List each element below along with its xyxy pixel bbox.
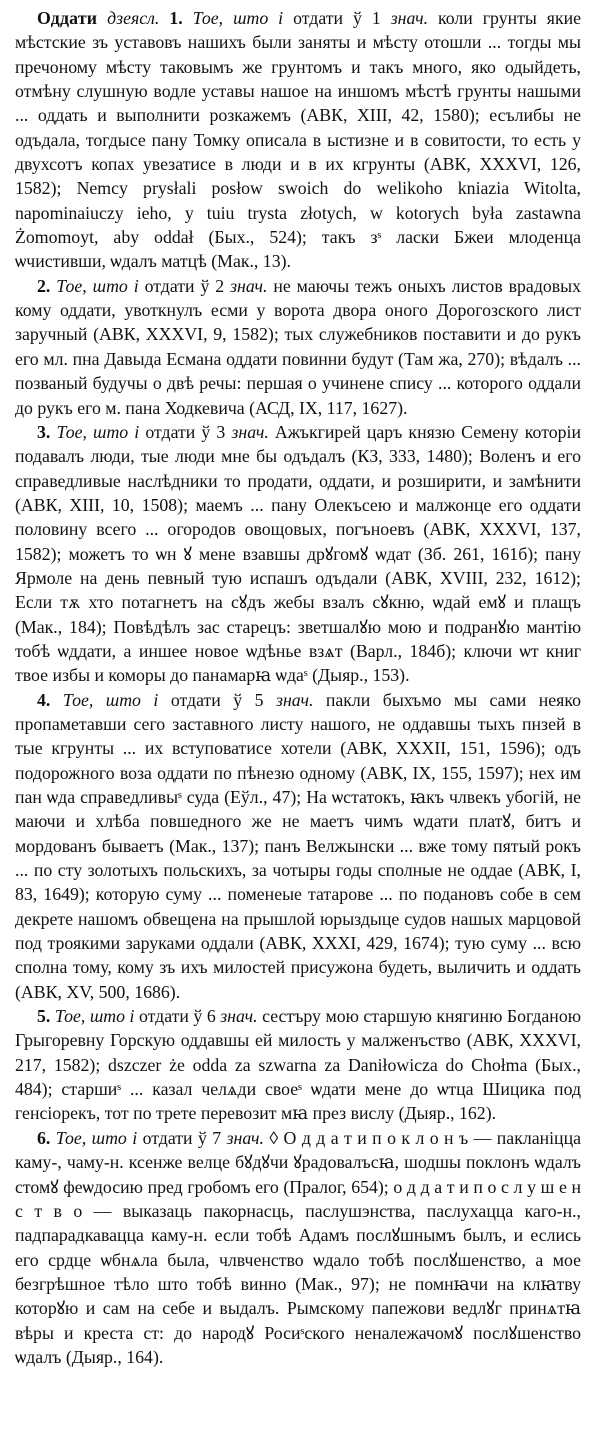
sense-6 bbox=[15, 1126, 581, 1369]
sense-text: Ажъкгирей царъ князю Семену которiи подавалъ люди, тые люди мне бы одъдалъ (КЗ, 333, 1480); Воленъ и его справедливые наслѣдники то продати, оддати, и розширити, и замѣнити (АВК, XIII, 10, 1508); маемъ ... пану Олекъсею и малжонце его оддати половину всего ... огородов овощовых, погъноевъ (АВК, XXXVI, 137, 1582); можетъ то ѡн ꙋ мене взавшы дрꙋгомꙋ ѡдат (Зб. 261, 161б); пану Ярмоле на день певный тую испашъ одъдали (АВК, XVIII, 232, 1612); Если тѫ хто потагнетъ на сꙋдъ жебы взалъ сꙋкню, ѡдай емꙋ и плащъ (Мак., 184); Повѣдѣлъ зас старецъ: зветшалꙋю мою и подранꙋю мантiю тобѣ ѡддати, а иншее новое ѡдѣнье взѧт (Варл., 184б); ключи ѡт книг твое избы и коморы до панамарꙗ ѡдаˢ (Дыяр., 153). bbox=[15, 421, 581, 686]
sense-3 bbox=[15, 420, 581, 688]
sense-5 bbox=[15, 1004, 581, 1126]
sense-4 bbox=[15, 688, 581, 1004]
sense-gloss-ref: отдати ў 3 bbox=[145, 421, 226, 442]
sense-1 bbox=[15, 6, 581, 274]
sense-text: ◊ О д д а т и п о к л о н ъ — пакланіцца каму-, чаму-н. ксенже велце бꙋдꙋчи ꙋрадовалъсꙗ, шодшы поклонъ ѡдалъ стомꙋ феѡдосию пред гробомъ его (Пралог, 654); о д д а т и п о с л у ш е н с т в о — выказаць пакорнасць, паслушэнства, паслухацца каго-н., падпарадкавацца каму-н. если тобѣ Адамъ послꙋшнымъ былъ, и еслись его срдце ѡбнѧла была, члвченство ѡдало тобѣ послꙋшенство, а мое безгрѣшное тѣло што тобѣ винно (Мак., 97); не помнꙗчи на клꙗтву которꙋю и сам на себе и выдалъ. Рымскому папежови ведлꙋг принѧтꙗ вѣры и креста ст: до народꙋ Росиˢского неналежачомꙋ послꙋшенство ѡдалъ (Дыяр., 164). bbox=[15, 1127, 581, 1367]
sense-text: коли грунты якие мѣстские зъ уставовъ нашихъ были заняты и мѣсту отошли ... тогды мы пречоному мѣсту таковымъ же грунтомъ и такъ много, яко одыйдеть, отмѣну слушную водле уставы нашое на иншомъ мѣстѣ грунты нашыми ... оддать и выполнити розкажемъ (АВК, XIII, 42, 1580); есълибы не одъдала, тогдысе пану Томку описала в ыстизне и в совитости, то есть у двухсотъ копах увезатисе в люди и в их кгрунты (АВК, XXXVI, 126, 1582); Nemcy prysłali posłow swoich do welikoho kniazia Witolta, napominaiuczy ieho, y tuiu trysta złotych, w kotorych była zastawna Żomomoyt, aby oddał (Бых., 524); такъ зˢ ласки Бжеи млоденца ѡчистивши, ѡдалъ матцѣ (Мак., 13). bbox=[15, 8, 582, 272]
sense-text: сестъру мою старшую княгиню Богданою Грыгоревну Горскую оддавшы ей милость у малженъство (АВК, XXXVI, 217, 1582); dszczer że odda za szwarna za Daniłowicza do Chołma (Бых., 484); старшиˢ ... казал челѧди своеˢ ѡдати мене до ѡтца Шицика под генсiорекъ, тот по трете перевозит мꙗ през вислу (Дыяр., 162). bbox=[15, 1006, 581, 1124]
sense-gloss: Тое, што і bbox=[62, 689, 159, 710]
sense-gloss-note: знач. bbox=[226, 1127, 264, 1148]
sense-text: не маючы тежъ оныхъ листов врадовых кому оддати, увоткнулъ есми у ворота двора оного Дорогозского лист заручный (АВК, XXXVI, 9, 1582); тых служебников поставити и до рукъ его мл. пна Давыда Есмана оддати повинни будут (Там жа, 270); вѣдалъ ... позваный будучы о двѣ речы: першая о учинене спису ... которого оддали до рукъ его м. пана Ходкевича (АСД, IX, 117, 1627). bbox=[15, 275, 581, 418]
entry-lemma: Оддати bbox=[37, 8, 98, 28]
sense-gloss: Тое, што і bbox=[192, 8, 284, 28]
sense-number: 5. bbox=[37, 1006, 51, 1027]
sense-gloss-note: знач. bbox=[231, 421, 269, 442]
sense-number: 3. bbox=[37, 421, 51, 442]
sense-number: 6. bbox=[37, 1127, 51, 1148]
part-of-speech: дзеясл. bbox=[107, 8, 160, 28]
sense-gloss-ref: отдати ў 7 bbox=[142, 1127, 222, 1148]
sense-number: 1. bbox=[169, 8, 183, 28]
sense-gloss: Тое, што і bbox=[56, 275, 139, 296]
sense-gloss: Тое, што і bbox=[55, 1127, 138, 1148]
sense-gloss-ref: отдати ў 2 bbox=[144, 275, 225, 296]
sense-gloss-note: знач. bbox=[390, 8, 429, 28]
sense-gloss-ref: отдати ў 1 bbox=[293, 8, 381, 28]
sense-gloss-note: знач. bbox=[276, 689, 314, 710]
sense-gloss: Тое, што і bbox=[56, 421, 140, 442]
sense-number: 2. bbox=[37, 275, 51, 296]
sense-number: 4. bbox=[37, 689, 51, 710]
sense-gloss-note: знач. bbox=[220, 1006, 258, 1027]
sense-gloss-ref: отдати ў 5 bbox=[170, 689, 264, 710]
sense-2 bbox=[15, 274, 581, 420]
sense-text: пакли быхъмо мы сами неяко пропаметавши сего заставного листу нашого, не оддавшы тыхъ пнзей в тые кгрунты ... их вступоватисе хотели (АВК, XXXII, 151, 1596); одъ подорожного воза оддати по пѣнезю одному (АВК, IX, 155, 1597); нех им пан ѡда справедливыˢ суда (Еўл., 47); На ѡстатокъ, ꙗкъ члвекъ убогій, не маючи и хлѣба повшедного же не маетъ чимъ ѡдати платꙋ, битъ и мордованъ бываетъ (Мак., 137); панъ Велжынски ... вже тому пятый рокъ ... по сту золотыхъ польскихъ, за чотыры годы сполные не оддае (АВК, I, 83, 1649); которую суму ... поменеые татарове ... по подановъ собе в сем декрете нашомъ обвещена на прышлой юрыздыце судов нашых марцовой под троякими заруками оддали (АВК, XXXI, 429, 1674); тую суму ... всю сполна тому, кому зъ ихъ милостей присужона будеть, выличить и оддать (АВК, XV, 500, 1686). bbox=[15, 689, 581, 1002]
sense-gloss-note: знач. bbox=[230, 275, 268, 296]
dictionary-entry bbox=[15, 6, 581, 1369]
sense-gloss: Тое, што і bbox=[54, 1006, 135, 1027]
sense-gloss-ref: отдати ў 6 bbox=[138, 1006, 216, 1027]
